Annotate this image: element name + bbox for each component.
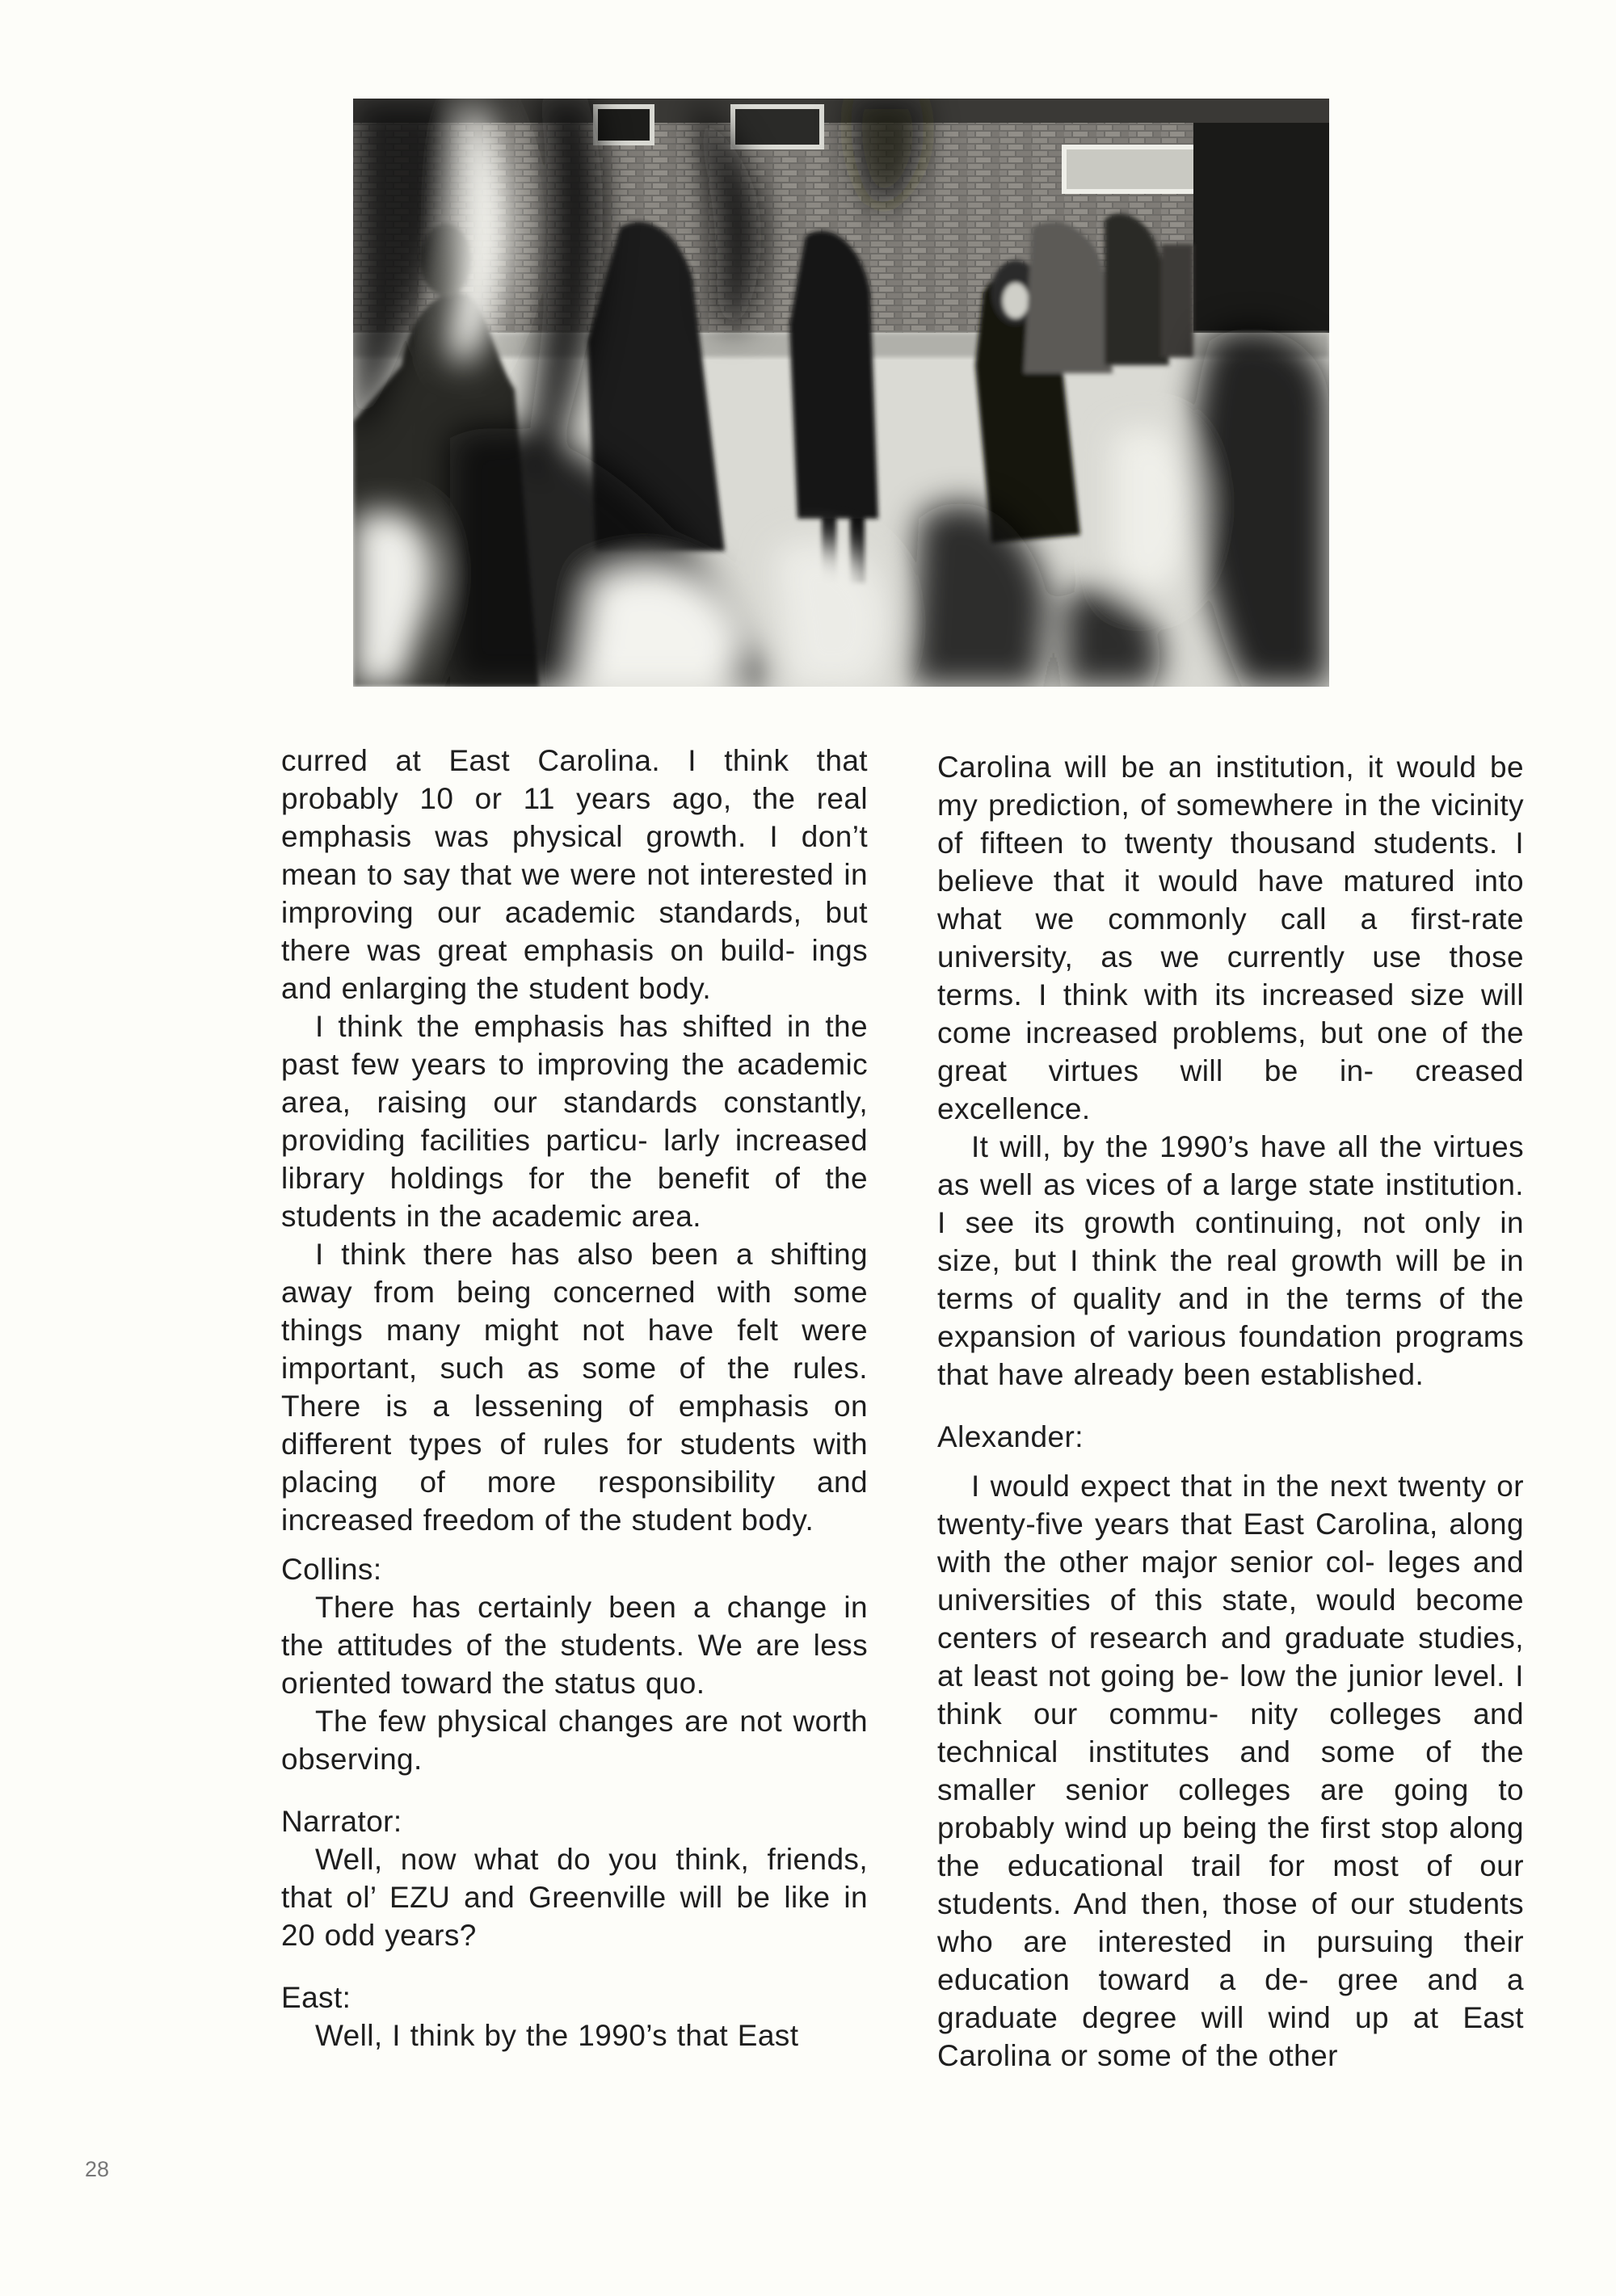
speaker-label-narrator: Narrator: [281, 1805, 402, 1838]
page-number: 28 [85, 2157, 110, 2181]
paragraph: curred at East Carolina. I think that probably 10 or 11 years ago, the real emphasis was physical growth. I don’t mean to say that we were not interested in improving our academic standards, but there was great emphasis on build- ings and enlarging the student body. [281, 744, 868, 1005]
campus-photo [353, 99, 1329, 687]
paragraph: There has certainly been a change in the attitudes of the students. We are less oriented toward the status quo. [281, 1591, 868, 1700]
paragraph: I think the emphasis has shifted in the past few years to improving the academic area, raising our standards constantly, providing facilities particu- larly increased library holdings for the benefit of the students in the academic area. [281, 1010, 868, 1233]
paragraph: Well, I think by the 1990’s that East [315, 2019, 799, 2052]
left-column [281, 742, 868, 2054]
paragraph: Well, now what do you think, friends, that ol’ EZU and Greenville will be like in 20 odd years? [281, 1843, 868, 1952]
speaker-label-alexander: Alexander: [937, 1420, 1084, 1453]
paragraph: I think there has also been a shifting away from being concerned with some things many might not have felt were important, such as some of the rules. There is a lessening of emphasis on different types of rules for students with placing of more responsibility and increased freedom of the student body. [281, 1238, 868, 1537]
speaker-label-collins: Collins: [281, 1553, 382, 1586]
right-column [937, 748, 1524, 2075]
paragraph: The few physical changes are not worth observing. [281, 1705, 868, 1776]
paragraph: I would expect that in the next twenty or twenty-five years that East Carolina, along with the other major senior col- leges and universities of this state, would become centers of research and graduate studies, at least not going be- low the junior level. I think our commu- nity colleges and technical institutes and some of the smaller senior colleges are going to probably wind up being the first stop along the educational trail for most of our students. And then, those of our students who are interested in pursuing their education toward a de- gree and a graduate degree will wind up at East Carolina or some of the other [937, 1470, 1524, 2072]
photo-image [353, 99, 1329, 687]
paragraph: Carolina will be an institution, it would be my prediction, of somewhere in the vicinity of fifteen to twenty thousand students. I believe that it would have matured into what we commonly call a first-rate university, as we currently use those terms. I think with its increased size will come increased problems, but one of the great virtues will be in- creased excellence. [937, 751, 1524, 1125]
paragraph: It will, by the 1990’s have all the virtues as well as vices of a large state institution. I see its growth continuing, not only in size, but I think the real growth will be in terms of quality and in the terms of the expansion of various foundation programs that have already been established. [937, 1130, 1524, 1391]
speaker-label-east: East: [281, 1981, 351, 2014]
